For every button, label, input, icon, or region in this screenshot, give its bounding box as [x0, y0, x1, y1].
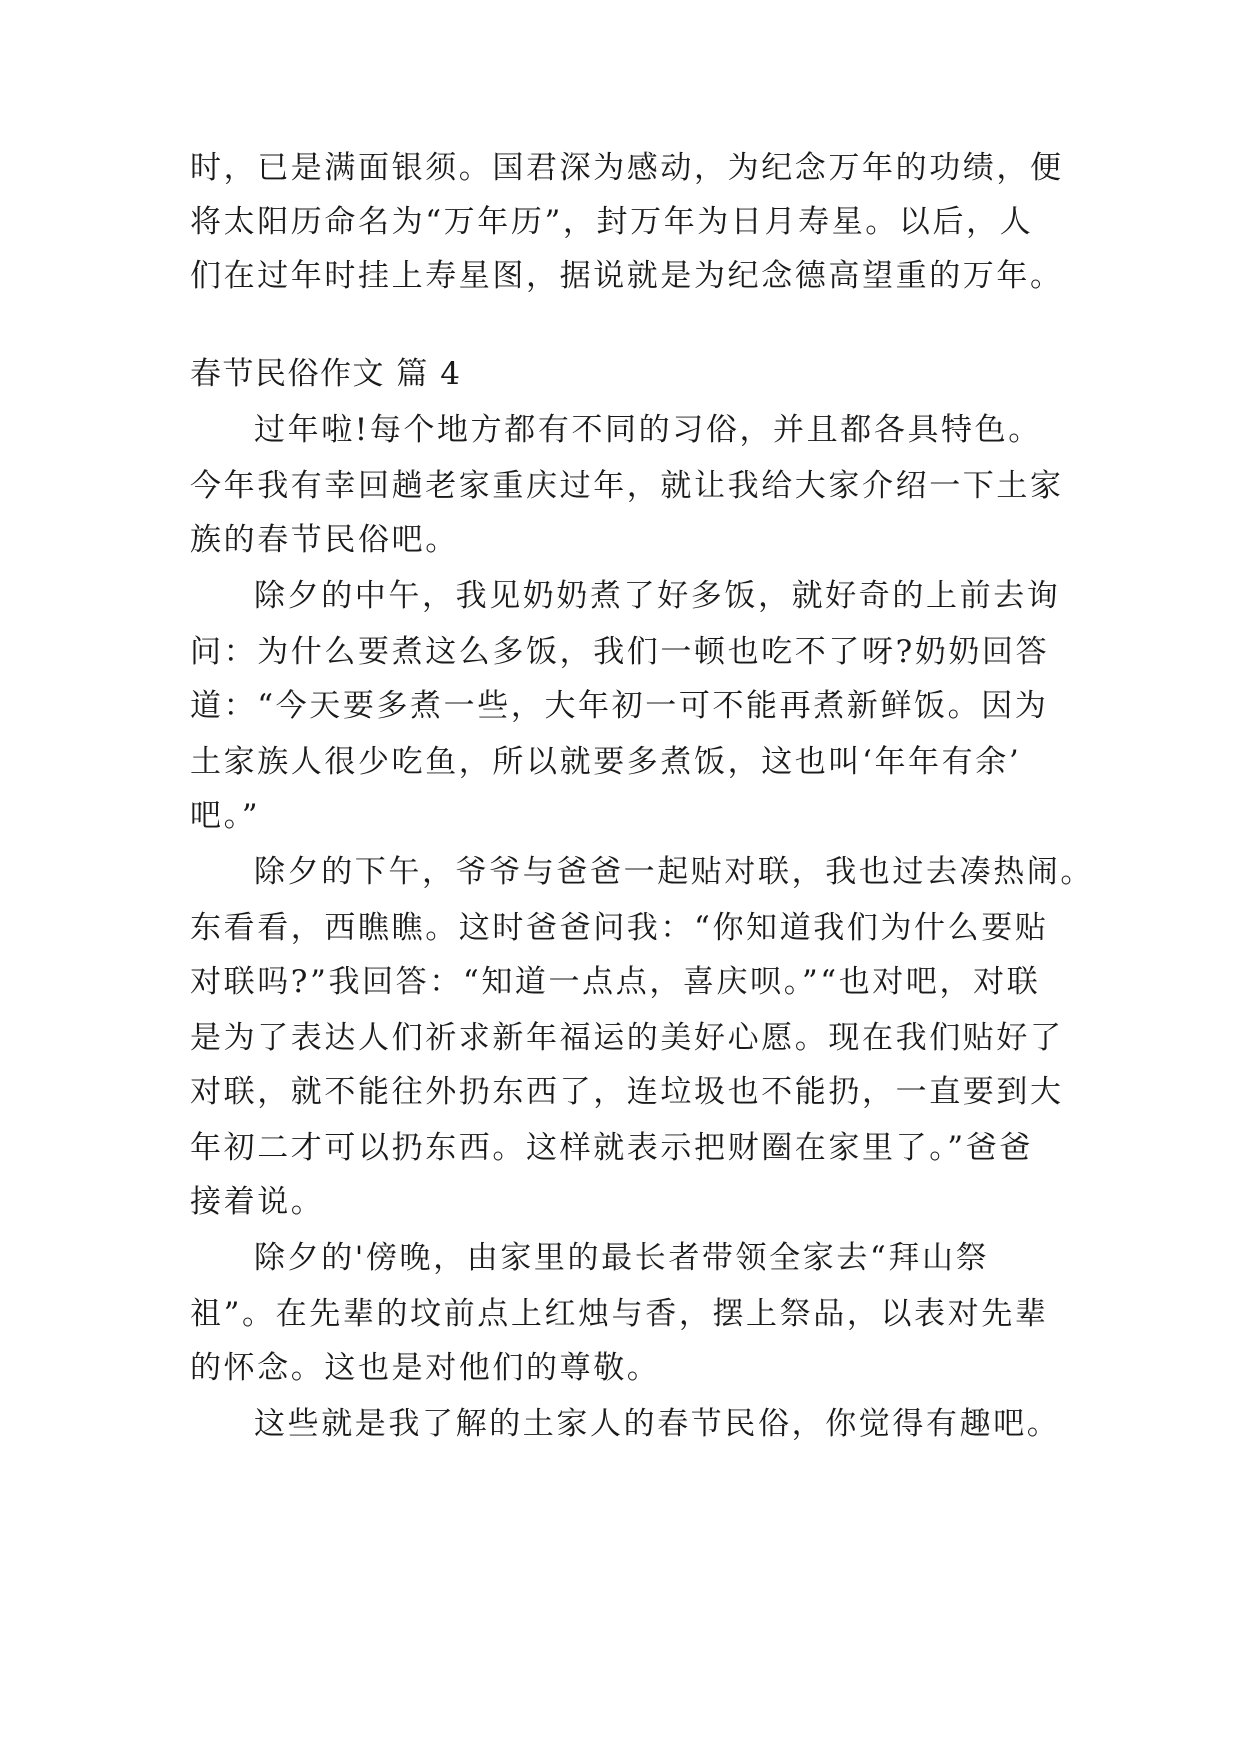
- paragraph-line: 除夕的中午，我见奶奶煮了好多饭，就好奇的上前去询: [254, 578, 1061, 614]
- section-heading: 春节民俗作文 篇 4: [190, 356, 462, 392]
- paragraph-line: 今年我有幸回趟老家重庆过年，就让我给大家介绍一下土家: [190, 468, 1064, 504]
- paragraph-line: 年初二才可以扔东西。这样就表示把财圈在家里了。”爸爸: [190, 1130, 1033, 1166]
- paragraph-line: 的怀念。这也是对他们的尊敬。: [190, 1350, 661, 1386]
- paragraph-line: 时，已是满面银须。国君深为感动，为纪念万年的功绩，便: [190, 150, 1064, 186]
- paragraph-line: 问：为什么要煮这么多饭，我们一顿也吃不了呀?奶奶回答: [190, 634, 1050, 670]
- paragraph-line: 吧。”: [190, 798, 261, 834]
- paragraph-line: 道：“今天要多煮一些，大年初一可不能再煮新鲜饭。因为: [190, 688, 1049, 724]
- paragraph-line: 是为了表达人们祈求新年福运的美好心愿。现在我们贴好了: [190, 1020, 1064, 1056]
- paragraph-line: 接着说。: [190, 1184, 325, 1220]
- paragraph-line: 族的春节民俗吧。: [190, 522, 459, 558]
- paragraph-line: 土家族人很少吃鱼，所以就要多煮饭，这也叫‘年年有余’: [190, 744, 1022, 780]
- paragraph-line: 过年啦!每个地方都有不同的习俗，并且都各具特色。: [254, 412, 1042, 448]
- paragraph-line: 对联，就不能往外扔东西了，连垃圾也不能扔，一直要到大: [190, 1074, 1064, 1110]
- paragraph-line: 们在过年时挂上寿星图，据说就是为纪念德高望重的万年。: [190, 258, 1064, 294]
- paragraph-line: 除夕的'傍晚，由家里的最长者带领全家去“拜山祭: [254, 1240, 990, 1276]
- paragraph-line: 除夕的下午，爷爷与爸爸一起贴对联，我也过去凑热闹。: [254, 854, 1094, 890]
- paragraph-line: 祖”。在先辈的坟前点上红烛与香，摆上祭品，以表对先辈: [190, 1296, 1049, 1332]
- paragraph-line: 对联吗?”我回答：“知道一点点，喜庆呗。”“也对吧，对联: [190, 964, 1041, 1000]
- paragraph-line: 将太阳历命名为“万年历”，封万年为日月寿星。以后，人: [190, 204, 1034, 240]
- paragraph-line: 这些就是我了解的土家人的春节民俗，你觉得有趣吧。: [254, 1406, 1061, 1442]
- paragraph-line: 东看看，西瞧瞧。这时爸爸问我：“你知道我们为什么要贴: [190, 910, 1049, 946]
